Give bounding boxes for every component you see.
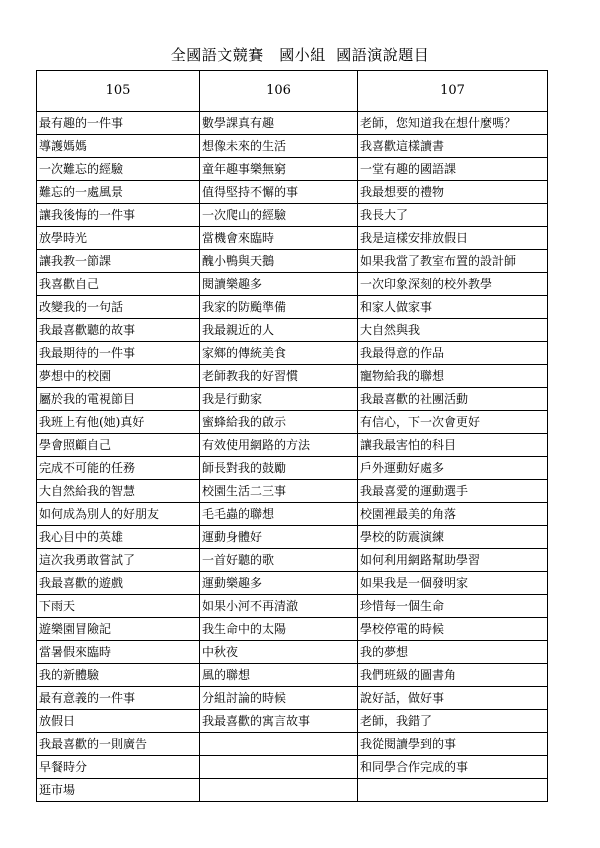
speech-topics-table [36,70,548,802]
topic-105-cell: 放假日 [37,710,200,733]
topic-105-cell: 最有趣的一件事 [37,112,200,135]
topic-107-cell: 如何利用網路幫助學習 [358,549,548,572]
topic-107-cell: 老師，我錯了 [358,710,548,733]
table-row [37,503,548,526]
topic-106-cell: 值得堅持不懈的事 [200,181,358,204]
table-row [37,319,548,342]
topic-105-cell: 難忘的一處風景 [37,181,200,204]
topic-105-cell: 我最喜歡的一則廣告 [37,733,200,756]
topic-107-cell: 有信心，下一次會更好 [358,411,548,434]
table-row [37,296,548,319]
topic-106-cell: 老師教我的好習慣 [200,365,358,388]
table-row [37,204,548,227]
column-header-106: 106 [200,71,358,112]
topic-107-cell: 校園裡最美的角落 [358,503,548,526]
topic-105-cell: 讓我後悔的一件事 [37,204,200,227]
topic-107-cell: 讓我最害怕的科目 [358,434,548,457]
topic-105-cell: 當暑假來臨時 [37,641,200,664]
topic-107-cell: 說好話，做好事 [358,687,548,710]
topic-107-cell: 一次印象深刻的校外教學 [358,273,548,296]
topic-106-cell: 有效使用網路的方法 [200,434,358,457]
table-row [37,434,548,457]
topic-106-cell [200,756,358,779]
topic-105-cell: 逛市場 [37,779,200,802]
topic-106-cell: 分組討論的時候 [200,687,358,710]
header-row [37,71,548,112]
table-row [37,250,548,273]
topic-105-cell: 我最喜歡的遊戲 [37,572,200,595]
table-row [37,733,548,756]
topic-105-cell: 早餐時分 [37,756,200,779]
topic-106-cell [200,779,358,802]
topic-106-cell: 醜小鴨與天鵝 [200,250,358,273]
topic-105-cell: 改變我的一句話 [37,296,200,319]
topic-105-cell: 大自然給我的智慧 [37,480,200,503]
topic-105-cell: 我班上有他(她)真好 [37,411,200,434]
topic-107-cell: 我長大了 [358,204,548,227]
topic-106-cell: 運動樂趣多 [200,572,358,595]
topic-107-cell: 學校的防震演練 [358,526,548,549]
topic-106-cell: 中秋夜 [200,641,358,664]
topic-106-cell: 我是行動家 [200,388,358,411]
topic-106-cell: 運動身體好 [200,526,358,549]
topic-107-cell: 我的夢想 [358,641,548,664]
topic-105-cell: 我最期待的一件事 [37,342,200,365]
table-row [37,572,548,595]
table-row [37,342,548,365]
table-row [37,595,548,618]
table-row [37,227,548,250]
topic-105-cell: 屬於我的電視節目 [37,388,200,411]
topic-106-cell [200,733,358,756]
table-row [37,687,548,710]
table-row [37,756,548,779]
topic-106-cell: 童年趣事樂無窮 [200,158,358,181]
topic-107-cell [358,779,548,802]
topic-107-cell: 我是這樣安排放假日 [358,227,548,250]
topic-106-cell: 毛毛蟲的聯想 [200,503,358,526]
topic-105-cell: 最有意義的一件事 [37,687,200,710]
table-row [37,112,548,135]
table-row [37,181,548,204]
topic-105-cell: 完成不可能的任務 [37,457,200,480]
table-row [37,779,548,802]
topic-106-cell: 閱讀樂趣多 [200,273,358,296]
topic-107-cell: 我們班級的圖書角 [358,664,548,687]
topic-107-cell: 和家人做家事 [358,296,548,319]
table-row [37,480,548,503]
topic-106-cell: 想像未來的生活 [200,135,358,158]
topic-106-cell: 當機會來臨時 [200,227,358,250]
topic-107-cell: 和同學合作完成的事 [358,756,548,779]
topic-105-cell: 如何成為別人的好朋友 [37,503,200,526]
topic-106-cell: 我家的防颱準備 [200,296,358,319]
topic-107-cell: 珍惜每一個生命 [358,595,548,618]
topic-105-cell: 導護媽媽 [37,135,200,158]
topic-105-cell: 夢想中的校園 [37,365,200,388]
topic-105-cell: 我喜歡自己 [37,273,200,296]
topic-105-cell: 學會照顧自己 [37,434,200,457]
table-row [37,549,548,572]
topic-106-cell: 師長對我的鼓勵 [200,457,358,480]
topic-107-cell: 我最喜愛的運動選手 [358,480,548,503]
topic-106-cell: 家鄉的傳統美食 [200,342,358,365]
page-title: 全國語文競賽 國小組 國語演說題目 [170,46,430,64]
topic-107-cell: 戶外運動好處多 [358,457,548,480]
table-row [37,618,548,641]
topic-107-cell: 我從閱讀學到的事 [358,733,548,756]
topic-107-cell: 我喜歡這樣讀書 [358,135,548,158]
table-row [37,158,548,181]
table-row [37,641,548,664]
topic-105-cell: 讓我教一節課 [37,250,200,273]
topic-105-cell: 放學時光 [37,227,200,250]
topic-107-cell: 學校停電的時候 [358,618,548,641]
topic-105-cell: 遊樂園冒險記 [37,618,200,641]
topic-105-cell: 我心目中的英雄 [37,526,200,549]
table-row [37,388,548,411]
table-row [37,710,548,733]
topic-107-cell: 如果我是一個發明家 [358,572,548,595]
topic-106-cell: 校園生活二三事 [200,480,358,503]
topic-106-cell: 風的聯想 [200,664,358,687]
column-header-105: 105 [37,71,200,112]
table-row [37,365,548,388]
topic-106-cell: 我最喜歡的寓言故事 [200,710,358,733]
topic-107-cell: 寵物給我的聯想 [358,365,548,388]
topic-105-cell: 一次難忘的經驗 [37,158,200,181]
topic-106-cell: 一首好聽的歌 [200,549,358,572]
topic-107-cell: 老師，您知道我在想什麼嗎？ [358,112,548,135]
topic-106-cell: 數學課真有趣 [200,112,358,135]
topic-106-cell: 一次爬山的經驗 [200,204,358,227]
table-row [37,664,548,687]
topic-105-cell: 這次我勇敢嘗試了 [37,549,200,572]
topic-107-cell: 大自然與我 [358,319,548,342]
topic-106-cell: 如果小河不再清澈 [200,595,358,618]
topic-105-cell: 我最喜歡聽的故事 [37,319,200,342]
topic-106-cell: 我最親近的人 [200,319,358,342]
topic-107-cell: 我最喜歡的社團活動 [358,388,548,411]
topic-107-cell: 如果我當了教室布置的設計師 [358,250,548,273]
topic-106-cell: 我生命中的太陽 [200,618,358,641]
topic-107-cell: 一堂有趣的國語課 [358,158,548,181]
topic-107-cell: 我最想要的禮物 [358,181,548,204]
table-row [37,135,548,158]
table-body [37,112,548,802]
topic-105-cell: 我的新體驗 [37,664,200,687]
column-header-107: 107 [358,71,548,112]
topic-105-cell: 下雨天 [37,595,200,618]
topic-107-cell: 我最得意的作品 [358,342,548,365]
topic-106-cell: 蜜蜂給我的啟示 [200,411,358,434]
table-row [37,526,548,549]
table-row [37,273,548,296]
table-row [37,411,548,434]
table-row [37,457,548,480]
